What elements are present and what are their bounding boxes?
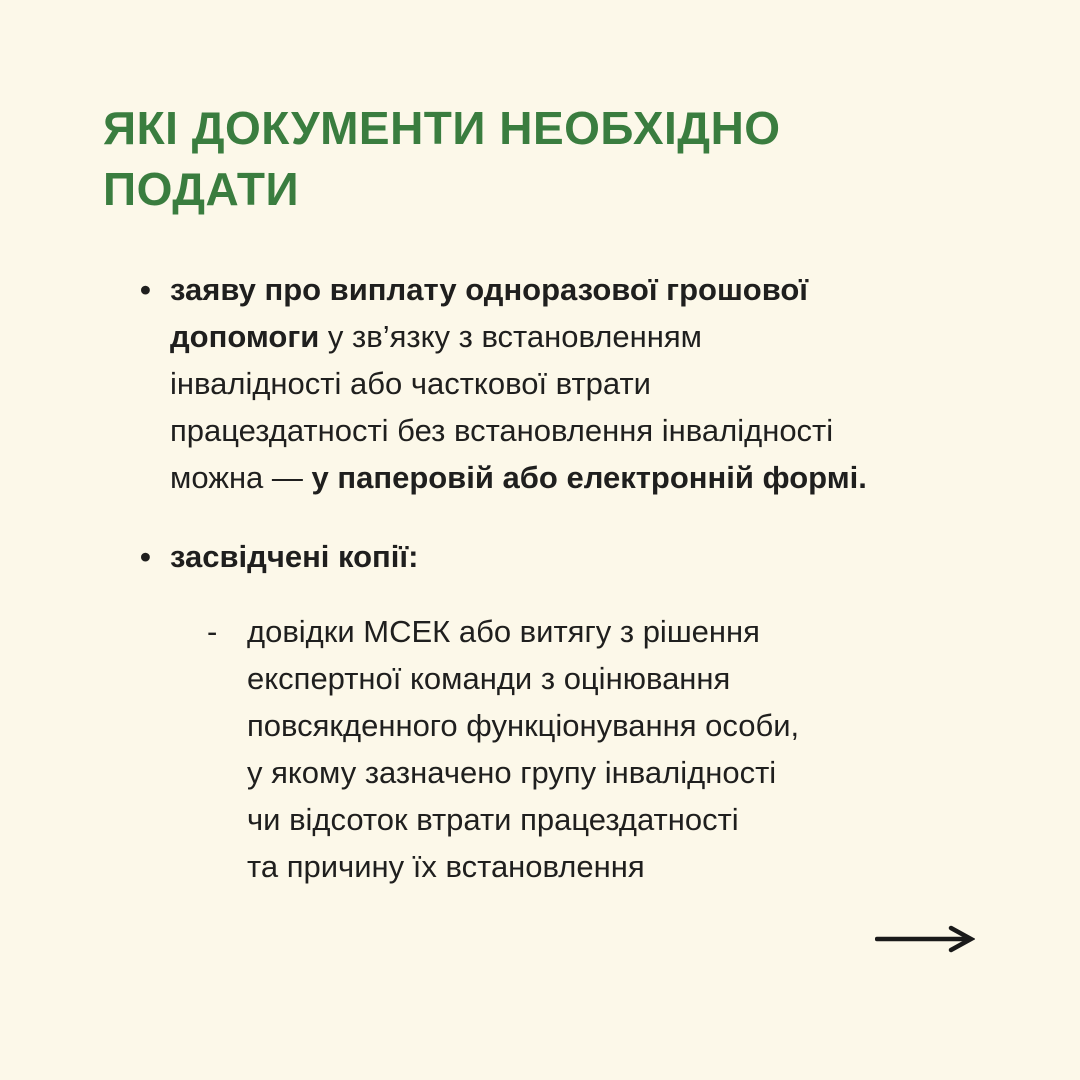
page-title xyxy=(103,98,781,220)
dash-icon: - xyxy=(207,614,218,649)
text-line: можна — у паперовій або електронній формі. xyxy=(170,460,867,495)
text-line: повсякденного функціонування особи, xyxy=(247,708,800,743)
next-arrow-icon[interactable] xyxy=(875,925,975,953)
text-line: чи відсоток втрати працездатності xyxy=(247,802,739,837)
list-item-certified-copies-text xyxy=(170,533,990,580)
page-title-line-1: ЯКІ ДОКУМЕНТИ НЕОБХІДНО xyxy=(103,102,781,154)
list-item-application-text xyxy=(170,266,990,501)
text-line: та причину їх встановлення xyxy=(247,849,645,884)
text-line: у якому зазначено групу інвалідності xyxy=(247,755,777,790)
text-line: працездатності без встановлення інвалідності xyxy=(170,413,834,448)
text-line: засвідчені копії: xyxy=(170,539,419,574)
text-line: довідки МСЕК або витягу з рішення xyxy=(247,614,760,649)
bullet-icon: • xyxy=(140,272,151,307)
list-item-application xyxy=(140,266,990,501)
sub-list xyxy=(140,608,990,890)
text-line: заяву про виплату одноразової грошової xyxy=(170,272,809,307)
bullet-icon: • xyxy=(140,539,151,574)
sub-list-item-msek xyxy=(140,608,990,890)
text-line: допомоги у зв’язку з встановленням xyxy=(170,319,702,354)
text-line: експертної команди з оцінювання xyxy=(247,661,731,696)
list-item-certified-copies xyxy=(140,533,990,580)
text-line: інвалідності або часткової втрати xyxy=(170,366,651,401)
document-list xyxy=(140,266,990,890)
page-title-line-2: ПОДАТИ xyxy=(103,163,300,215)
sub-list-item-msek-text xyxy=(247,608,799,890)
